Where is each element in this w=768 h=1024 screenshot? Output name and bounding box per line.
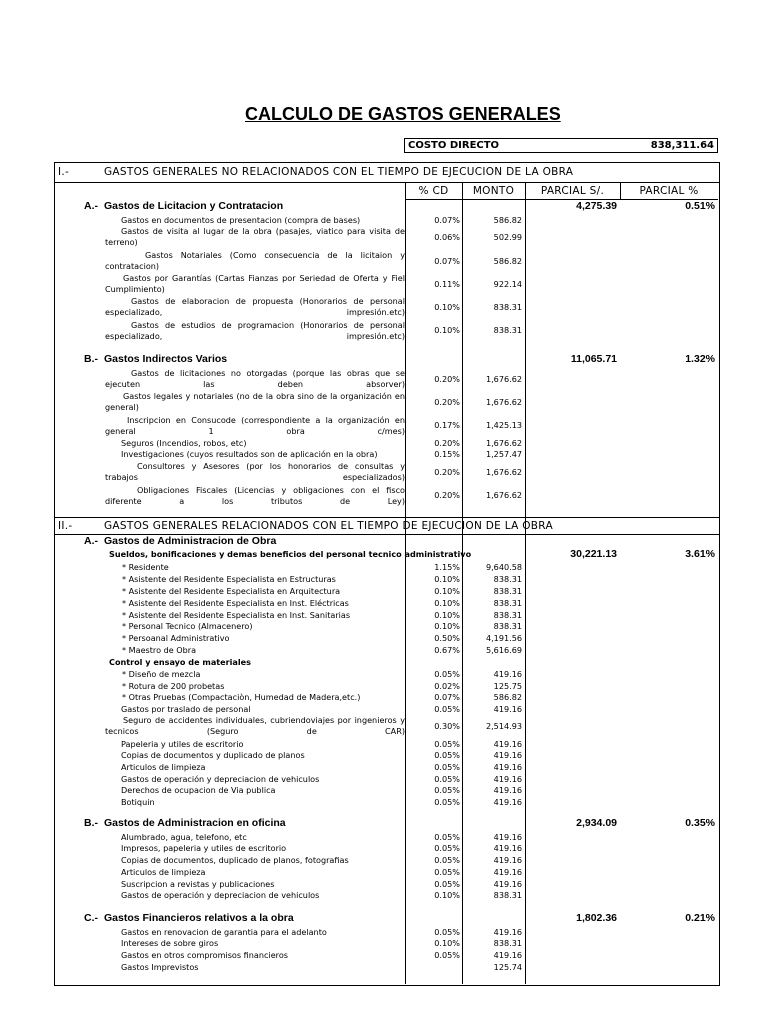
group-title: Gastos Indirectos Varios bbox=[104, 353, 228, 365]
group-parcial-pct: 0.51% bbox=[685, 200, 715, 212]
group-title: Gastos Financieros relativos a la obra bbox=[104, 912, 294, 924]
item-monto: 1,257.47 bbox=[485, 449, 522, 459]
item-pct: 0.50% bbox=[434, 633, 460, 643]
group-parcial-s: 2,934.09 bbox=[576, 817, 617, 829]
item-desc: Botiquin bbox=[121, 797, 155, 807]
group-parcial-s: 30,221.13 bbox=[570, 548, 617, 560]
item-pct: 0.05% bbox=[434, 669, 460, 679]
item-desc: Gastos de operación y depreciacion de vehiculos bbox=[121, 774, 320, 784]
item-desc: Gastos por Garantías (Cartas Fianzas por Seriedad de Oferta y Fiel Cumplimiento) bbox=[105, 273, 405, 294]
costo-directo-label: COSTO DIRECTO bbox=[408, 140, 500, 151]
item-pct: 0.20% bbox=[434, 438, 460, 448]
section-2-number: II.- bbox=[58, 520, 73, 532]
divider bbox=[405, 199, 718, 200]
item-pct: 0.05% bbox=[434, 797, 460, 807]
group-title: Gastos de Administracion de Obra bbox=[104, 535, 277, 547]
group-parcial-s: 1,802.36 bbox=[576, 912, 617, 924]
item-pct: 0.05% bbox=[434, 785, 460, 795]
group-parcial-s: 11,065.71 bbox=[570, 353, 617, 365]
costo-directo-value: 838,311.64 bbox=[650, 140, 714, 151]
item-desc: Articulos de limpieza bbox=[121, 867, 206, 877]
item-pct: 0.07% bbox=[434, 215, 460, 225]
group-letter: A.- bbox=[84, 535, 98, 547]
item-desc: Articulos de limpieza bbox=[121, 762, 206, 772]
item-pct: 0.10% bbox=[434, 302, 460, 312]
item-desc: Impresos, papeleria y utiles de escritorio bbox=[121, 843, 287, 853]
item-monto: 838.31 bbox=[493, 302, 522, 312]
item-pct: 0.11% bbox=[434, 279, 460, 289]
item-desc: Intereses de sobre giros bbox=[121, 938, 219, 948]
group-letter: A.- bbox=[84, 200, 98, 212]
item-desc: * Asistente del Residente Especialista en Inst. Eléctricas bbox=[122, 598, 349, 608]
item-pct: 0.20% bbox=[434, 490, 460, 500]
item-pct: 0.67% bbox=[434, 645, 460, 655]
item-desc: Gastos de elaboracion de propuesta (Honorarios de personal especializado, impresión.etc) bbox=[105, 296, 405, 317]
item-pct: 0.05% bbox=[434, 774, 460, 784]
section-2-title: GASTOS GENERALES RELACIONADOS CON EL TIEMPO DE EJECUCION DE LA OBRA bbox=[104, 520, 553, 532]
item-desc: * Persoanal Administrativo bbox=[122, 633, 230, 643]
item-monto: 419.16 bbox=[493, 774, 522, 784]
item-pct: 0.10% bbox=[434, 325, 460, 335]
item-desc: Suscripcion a revistas y publicaciones bbox=[121, 879, 275, 889]
item-monto: 419.16 bbox=[493, 867, 522, 877]
item-pct: 0.10% bbox=[434, 586, 460, 596]
page-title: CALCULO DE GASTOS GENERALES bbox=[245, 104, 561, 124]
item-pct: 0.15% bbox=[434, 449, 460, 459]
item-pct: 0.10% bbox=[434, 621, 460, 631]
group-parcial-pct: 0.21% bbox=[685, 912, 715, 924]
section-1-number: I.- bbox=[58, 166, 70, 178]
item-pct: 0.05% bbox=[434, 762, 460, 772]
item-desc: * Asistente del Residente Especialista en Estructuras bbox=[122, 574, 336, 584]
item-monto: 419.16 bbox=[493, 669, 522, 679]
item-pct: 0.05% bbox=[434, 832, 460, 842]
item-monto: 838.31 bbox=[493, 586, 522, 596]
item-desc: Papeleria y utiles de escritorio bbox=[121, 739, 244, 749]
item-monto: 419.16 bbox=[493, 927, 522, 937]
item-desc: Copias de documentos y duplicado de planos bbox=[121, 750, 305, 760]
item-monto: 125.74 bbox=[493, 962, 522, 972]
item-desc: Obligaciones Fiscales (Licencias y obligaciones con el fisco diferente a los tributos de Ley) bbox=[105, 485, 405, 506]
item-desc: * Maestro de Obra bbox=[122, 645, 197, 655]
item-monto: 838.31 bbox=[493, 610, 522, 620]
item-desc: * Asistente del Residente Especialista en Arquitectura bbox=[122, 586, 341, 596]
item-monto: 1,676.62 bbox=[485, 374, 522, 384]
item-pct: 0.07% bbox=[434, 692, 460, 702]
item-desc: Gastos legales y notariales (no de la obra sino de la organización en general) bbox=[105, 391, 405, 412]
item-pct: 0.05% bbox=[434, 704, 460, 714]
item-desc: * Personal Tecnico (Almacenero) bbox=[122, 621, 253, 631]
item-desc: Gastos Imprevistos bbox=[121, 962, 199, 972]
item-pct: 0.05% bbox=[434, 750, 460, 760]
item-monto: 4,191.56 bbox=[485, 633, 522, 643]
item-monto: 419.16 bbox=[493, 785, 522, 795]
item-monto: 838.31 bbox=[493, 621, 522, 631]
item-desc: Alumbrado, agua, telefono, etc bbox=[121, 832, 247, 842]
item-monto: 419.16 bbox=[493, 879, 522, 889]
item-monto: 838.31 bbox=[493, 574, 522, 584]
item-monto: 838.31 bbox=[493, 325, 522, 335]
item-monto: 419.16 bbox=[493, 704, 522, 714]
item-pct: 0.10% bbox=[434, 598, 460, 608]
item-monto: 502.99 bbox=[493, 232, 522, 242]
item-monto: 1,425.13 bbox=[485, 420, 522, 430]
item-desc: Gastos de estudios de programacion (Honorarios de personal especializado, impresión.etc) bbox=[105, 320, 405, 341]
item-desc: * Residente bbox=[122, 562, 169, 572]
item-monto: 419.16 bbox=[493, 950, 522, 960]
item-pct: 0.02% bbox=[434, 681, 460, 691]
item-pct: 0.10% bbox=[434, 610, 460, 620]
group-parcial-pct: 0.35% bbox=[685, 817, 715, 829]
item-monto: 586.82 bbox=[493, 256, 522, 266]
header-monto: MONTO bbox=[472, 185, 515, 197]
item-pct: 1.15% bbox=[434, 562, 460, 572]
item-monto: 419.16 bbox=[493, 832, 522, 842]
item-desc: Gastos en renovacion de garantia para el adelanto bbox=[121, 927, 327, 937]
item-pct: 0.10% bbox=[434, 890, 460, 900]
item-pct: 0.10% bbox=[434, 574, 460, 584]
group-parcial-pct: 1.32% bbox=[685, 353, 715, 365]
item-pct: 0.17% bbox=[434, 420, 460, 430]
item-monto: 419.16 bbox=[493, 843, 522, 853]
col-divider bbox=[525, 183, 526, 517]
group-title: Gastos de Licitacion y Contratacion bbox=[104, 200, 284, 212]
item-desc: Gastos Notariales (Como consecuencia de la licitaion y contratacion) bbox=[105, 250, 405, 271]
group-letter: C.- bbox=[84, 912, 98, 924]
item-monto: 1,676.62 bbox=[485, 467, 522, 477]
item-monto: 838.31 bbox=[493, 598, 522, 608]
item-pct: 0.05% bbox=[434, 867, 460, 877]
group-letter: B.- bbox=[84, 817, 98, 829]
item-pct: 0.20% bbox=[434, 467, 460, 477]
item-desc: * Asistente del Residente Especialista en Inst. Sanitarias bbox=[122, 610, 351, 620]
item-pct: 0.05% bbox=[434, 843, 460, 853]
item-monto: 838.31 bbox=[493, 938, 522, 948]
item-pct: 0.05% bbox=[434, 950, 460, 960]
item-desc: Gastos de licitaciones no otorgadas (porque las obras que se ejecuten las deben absorver) bbox=[105, 368, 405, 389]
item-pct: 0.20% bbox=[434, 397, 460, 407]
item-pct: 0.05% bbox=[434, 879, 460, 889]
item-pct: 0.10% bbox=[434, 938, 460, 948]
item-desc: Seguro de accidentes individuales, cubriendoviajes por ingenieros y tecnicos (Seguro de CAR) bbox=[105, 715, 405, 736]
item-monto: 586.82 bbox=[493, 692, 522, 702]
group-title: Gastos de Administracion en oficina bbox=[104, 817, 286, 829]
item-monto: 419.16 bbox=[493, 855, 522, 865]
item-desc: * Rotura de 200 probetas bbox=[122, 681, 225, 691]
item-pct: 0.20% bbox=[434, 374, 460, 384]
item-desc: Gastos de visita al lugar de la obra (pasajes, viatico para visita de terreno) bbox=[105, 226, 405, 247]
item-desc: * Otras Pruebas (Compactaciòn, Humedad de Madera,etc.) bbox=[122, 692, 361, 702]
item-desc: Gastos por traslado de personal bbox=[121, 704, 251, 714]
item-monto: 586.82 bbox=[493, 215, 522, 225]
header-parcial-s: PARCIAL S/. bbox=[540, 185, 605, 197]
item-pct: 0.05% bbox=[434, 739, 460, 749]
header-pct-cd: % CD bbox=[418, 185, 449, 197]
item-monto: 125.75 bbox=[493, 681, 522, 691]
item-monto: 419.16 bbox=[493, 739, 522, 749]
item-pct: 0.05% bbox=[434, 927, 460, 937]
item-desc: * Diseño de mezcla bbox=[122, 669, 201, 679]
item-desc: Copias de documentos, duplicado de planos, fotografias bbox=[121, 855, 349, 865]
item-pct: 0.07% bbox=[434, 256, 460, 266]
item-desc: Gastos en documentos de presentacion (compra de bases) bbox=[121, 215, 361, 225]
item-monto: 1,676.62 bbox=[485, 397, 522, 407]
divider bbox=[54, 517, 720, 518]
item-desc: Gastos de operación y depreciacion de vehiculos bbox=[121, 890, 320, 900]
item-monto: 1,676.62 bbox=[485, 490, 522, 500]
item-monto: 9,640.58 bbox=[485, 562, 522, 572]
group-parcial-pct: 3.61% bbox=[685, 548, 715, 560]
item-desc: Consultores y Asesores (por los honorarios de consultas y trabajos especializados) bbox=[105, 461, 405, 482]
item-pct: 0.06% bbox=[434, 232, 460, 242]
group-parcial-s: 4,275.39 bbox=[576, 200, 617, 212]
item-pct: 0.30% bbox=[434, 721, 460, 731]
subgroup-title: Control y ensayo de materiales bbox=[109, 657, 251, 667]
costo-directo-box bbox=[404, 138, 718, 153]
item-monto: 419.16 bbox=[493, 762, 522, 772]
item-desc: Derechos de ocupacion de Via publica bbox=[121, 785, 276, 795]
item-monto: 419.16 bbox=[493, 797, 522, 807]
group-letter: B.- bbox=[84, 353, 98, 365]
item-desc: Gastos en otros compromisos financieros bbox=[121, 950, 288, 960]
item-monto: 5,616.69 bbox=[485, 645, 522, 655]
item-desc: Investigaciones (cuyos resultados son de aplicación en la obra) bbox=[121, 449, 378, 459]
item-desc: Seguros (Incendios, robos, etc) bbox=[121, 438, 247, 448]
item-desc: Inscripcion en Consucode (correspondiente a la organización en general 1 obra c/mes) bbox=[105, 415, 405, 436]
header-parcial-pct: PARCIAL % bbox=[639, 185, 699, 197]
item-pct: 0.05% bbox=[434, 855, 460, 865]
item-monto: 2,514.93 bbox=[485, 721, 522, 731]
subgroup-title: Sueldos, bonificaciones y demas beneficios del personal tecnico administrativo bbox=[109, 549, 472, 559]
item-monto: 838.31 bbox=[493, 890, 522, 900]
item-monto: 922.14 bbox=[493, 279, 522, 289]
section-1-title: GASTOS GENERALES NO RELACIONADOS CON EL TIEMPO DE EJECUCION DE LA OBRA bbox=[104, 166, 574, 178]
item-monto: 419.16 bbox=[493, 750, 522, 760]
item-monto: 1,676.62 bbox=[485, 438, 522, 448]
